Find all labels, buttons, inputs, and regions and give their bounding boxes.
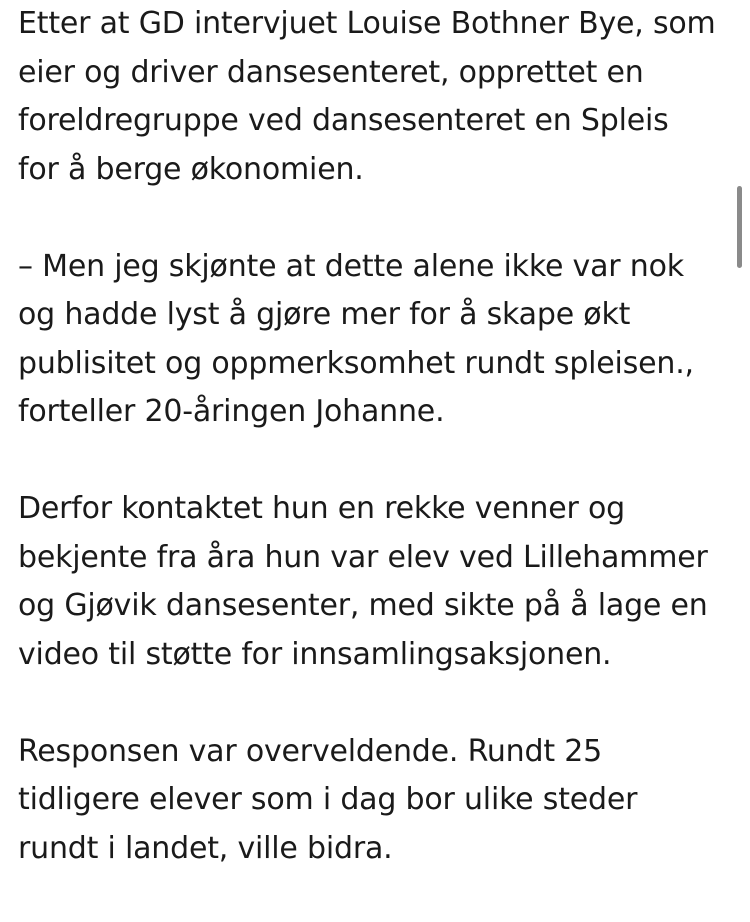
paragraph-1 (18, 0, 730, 194)
text-line: tidligere elever som i dag bor ulike steder (18, 782, 638, 817)
article-body (18, 0, 730, 922)
text-line: for å berge økonomien. (18, 151, 364, 187)
text-line: bekjente fra åra hun var elev ved Lillehammer (18, 539, 708, 575)
scrollbar-thumb[interactable] (737, 186, 742, 268)
text-line: – Men jeg skjønte at dette alene ikke var nok (18, 248, 684, 284)
text-line: eier og driver dansesenteret, opprettet en (18, 54, 644, 90)
text-line: og Gjøvik dansesenter, med sikte på å lage en (18, 588, 708, 623)
text-line: rundt i landet, ville bidra. (18, 830, 393, 866)
paragraph-2-quote (18, 243, 730, 437)
text-line: forteller 20-åringen Johanne. (18, 394, 445, 429)
paragraph-4 (18, 728, 730, 874)
text-line: Etter at GD intervjuet Louise Bothner Bye, som (18, 6, 716, 41)
text-line: video til støtte for innsamlingsaksjonen. (18, 636, 612, 672)
text-line: Responsen var overveldende. Rundt 25 (18, 733, 603, 769)
text-line: og hadde lyst å gjøre mer for å skape økt (18, 297, 631, 332)
paragraph-3 (18, 485, 730, 679)
text-line: Derfor kontaktet hun en rekke venner og (18, 491, 625, 526)
text-line: publisitet og oppmerksomhet rundt spleisen., (18, 345, 694, 381)
text-line: foreldregruppe ved dansesenteret en Spleis (18, 103, 669, 138)
